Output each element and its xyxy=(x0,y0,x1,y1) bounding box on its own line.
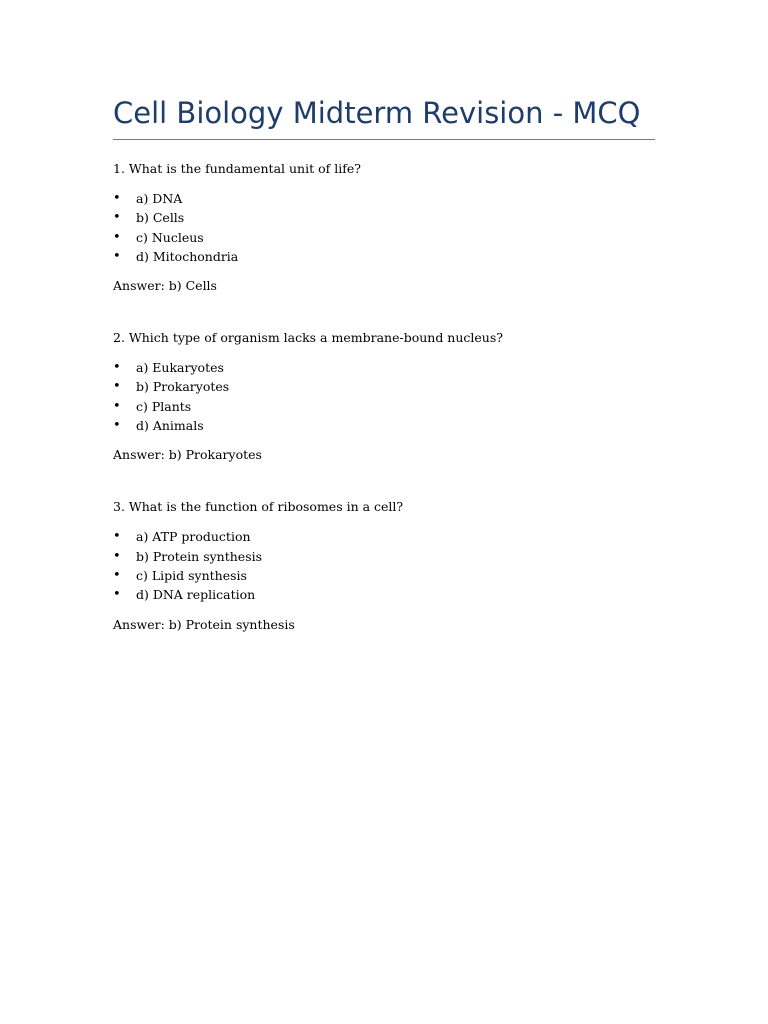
option-label: a) ATP production xyxy=(136,529,251,545)
bullet-icon: • xyxy=(113,418,121,434)
bullet-icon: • xyxy=(113,529,121,545)
answer-text: Answer: b) Protein synthesis xyxy=(113,616,295,632)
question-list xyxy=(113,157,655,637)
bullet-icon: • xyxy=(113,548,121,564)
question-1 xyxy=(113,157,655,298)
option-label: a) DNA xyxy=(136,191,183,206)
page-title: Cell Biology Midterm Revision - MCQ xyxy=(113,96,641,130)
option-list xyxy=(113,358,655,435)
bullet-icon: • xyxy=(113,587,121,603)
bullet-icon: • xyxy=(113,229,121,245)
bullet-icon: • xyxy=(113,210,121,226)
question-2 xyxy=(113,326,655,467)
option-item xyxy=(113,189,655,208)
question-text: 3. What is the function of ribosomes in a cell? xyxy=(113,499,404,515)
question-text: 1. What is the fundamental unit of life? xyxy=(113,161,361,176)
bullet-icon: • xyxy=(113,191,121,206)
option-label: d) Mitochondria xyxy=(136,248,239,264)
option-item xyxy=(113,416,655,435)
option-item xyxy=(113,377,655,396)
option-list xyxy=(113,527,655,604)
bullet-icon: • xyxy=(113,248,121,264)
title-underline xyxy=(113,139,655,140)
option-label: b) Prokaryotes xyxy=(136,379,230,395)
option-item xyxy=(113,208,655,227)
question-3 xyxy=(113,495,655,636)
option-label: a) Eukaryotes xyxy=(136,360,224,376)
option-item xyxy=(113,585,655,604)
option-label: b) Protein synthesis xyxy=(136,548,263,564)
option-item xyxy=(113,397,655,416)
option-list xyxy=(113,189,655,266)
option-label: c) Nucleus xyxy=(136,229,204,245)
answer-text: Answer: b) Cells xyxy=(113,278,217,294)
option-label: d) Animals xyxy=(136,418,204,434)
bullet-icon: • xyxy=(113,360,121,376)
bullet-icon: • xyxy=(113,567,121,583)
option-item xyxy=(113,358,655,377)
option-item xyxy=(113,566,655,585)
option-item xyxy=(113,247,655,266)
answer-text: Answer: b) Prokaryotes xyxy=(113,447,262,463)
option-label: c) Plants xyxy=(136,398,192,414)
question-text: 2. Which type of organism lacks a membrane-bound nucleus? xyxy=(113,330,503,346)
option-label: b) Cells xyxy=(136,210,185,226)
option-item xyxy=(113,547,655,566)
bullet-icon: • xyxy=(113,398,121,414)
bullet-icon: • xyxy=(113,379,121,395)
option-label: c) Lipid synthesis xyxy=(136,567,247,583)
option-label: d) DNA replication xyxy=(136,587,256,603)
option-item xyxy=(113,527,655,546)
option-item xyxy=(113,228,655,247)
